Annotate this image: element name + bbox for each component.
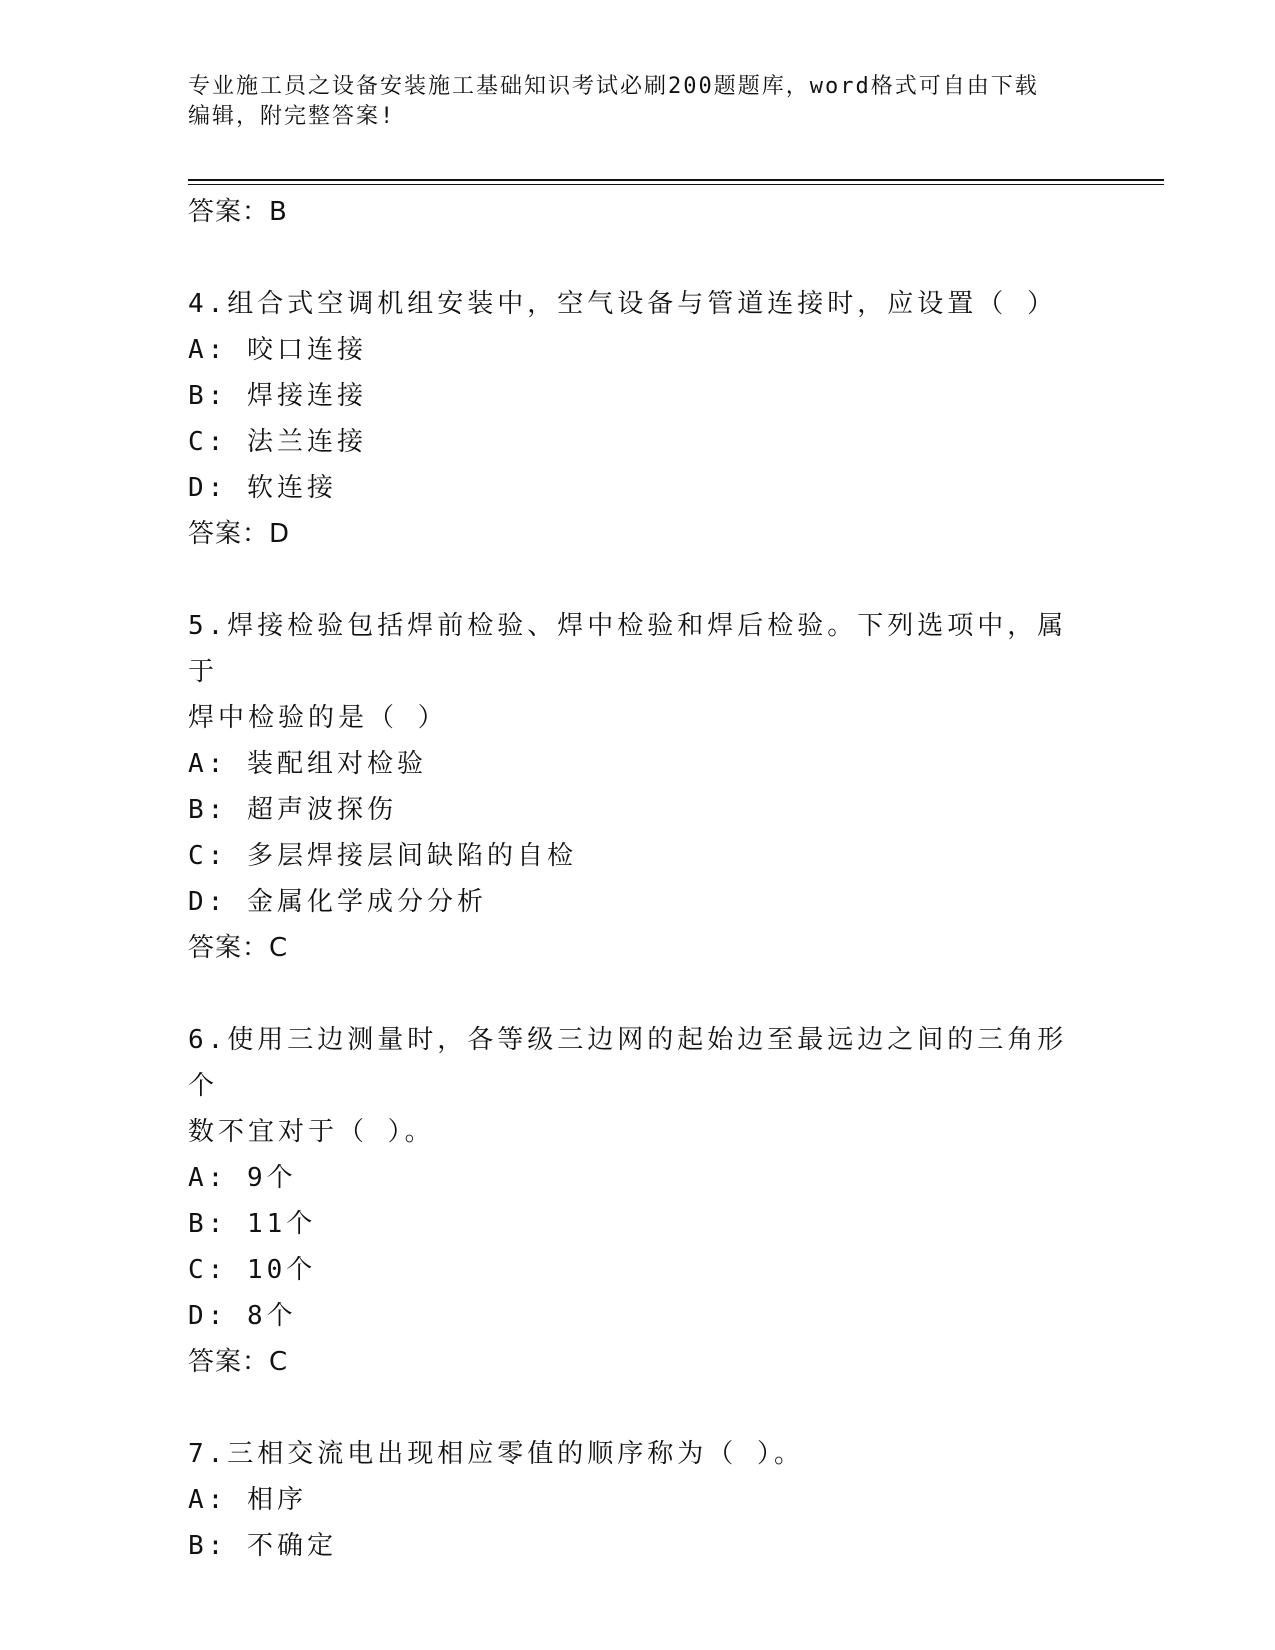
question-block-6	[188, 1017, 1088, 1385]
question-stem: 6.使用三边测量时，各等级三边网的起始边至最远边之间的三角形个	[188, 1025, 1068, 1101]
answer-line: 答案：D	[188, 519, 291, 549]
option-a: A: 相序	[188, 1485, 307, 1515]
option-d: D: 软连接	[188, 473, 337, 503]
spacer	[188, 557, 1088, 603]
question-stem-continued: 焊中检验的是（ ）	[188, 703, 448, 733]
question-stem: 7.三相交流电出现相应零值的顺序称为（ ）。	[188, 1439, 804, 1469]
header-divider-thin	[188, 184, 1164, 185]
question-stem: 5.焊接检验包括焊前检验、焊中检验和焊后检验。下列选项中，属于	[188, 611, 1068, 687]
spacer	[188, 1385, 1088, 1431]
header-divider	[188, 179, 1164, 181]
option-b: B: 不确定	[188, 1531, 337, 1561]
previous-answer: 答案：B	[188, 197, 288, 227]
question-list	[188, 189, 1088, 1569]
option-c: C: 法兰连接	[188, 427, 367, 457]
option-a: A: 9个	[188, 1163, 297, 1193]
answer-line: 答案：C	[188, 933, 289, 963]
question-block-5	[188, 603, 1088, 971]
answer-line: 答案：C	[188, 1347, 289, 1377]
option-c: C: 多层焊接层间缺陷的自检	[188, 841, 577, 871]
option-a: A: 装配组对检验	[188, 749, 427, 779]
option-b: B: 11个	[188, 1209, 317, 1239]
question-stem: 4.组合式空调机组安装中，空气设备与管道连接时，应设置（ ）	[188, 289, 1057, 319]
option-d: D: 8个	[188, 1301, 297, 1331]
option-b: B: 焊接连接	[188, 381, 367, 411]
spacer	[188, 971, 1088, 1017]
document-header	[188, 72, 1088, 132]
option-b: B: 超声波探伤	[188, 795, 397, 825]
question-stem-continued: 数不宜对于（ ）。	[188, 1117, 435, 1147]
spacer	[188, 235, 1088, 281]
header-title-line-2: 编辑，附完整答案!	[188, 104, 396, 129]
option-d: D: 金属化学成分分析	[188, 887, 487, 917]
option-a: A: 咬口连接	[188, 335, 367, 365]
question-block-7	[188, 1431, 1088, 1569]
question-block-4	[188, 281, 1088, 557]
header-title-line-1: 专业施工员之设备安装施工基础知识考试必刷200题题库，word格式可自由下载	[188, 74, 1039, 99]
option-c: C: 10个	[188, 1255, 317, 1285]
